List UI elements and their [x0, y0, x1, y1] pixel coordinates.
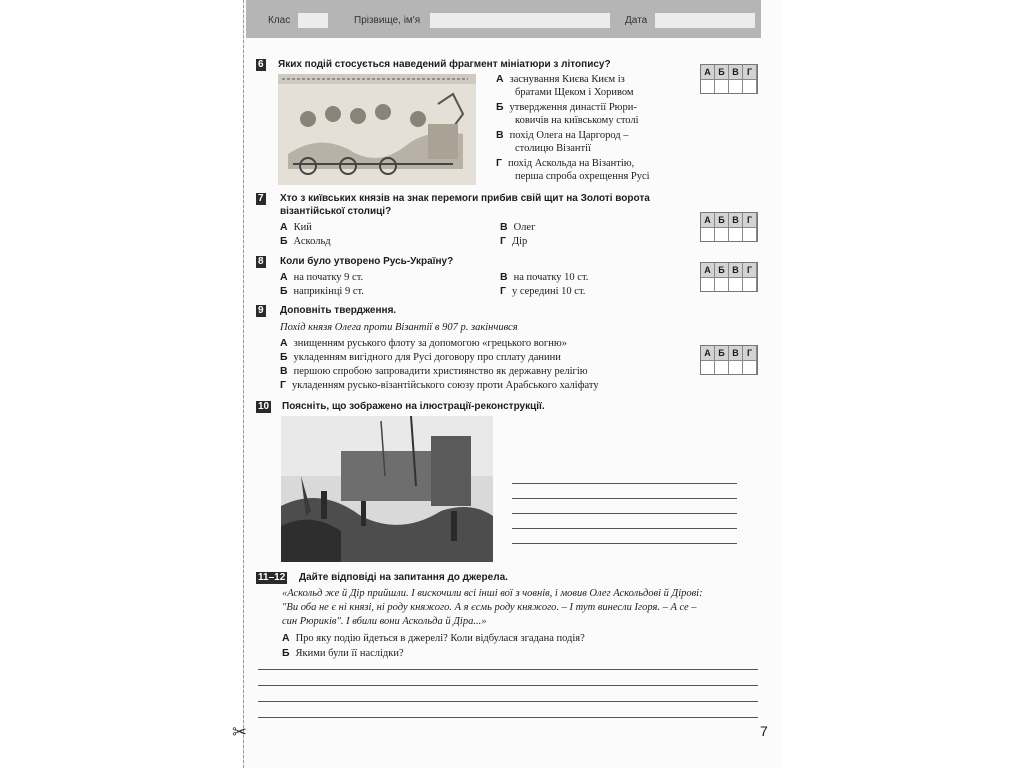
question-7-text: Хто з київських князів на знак перемоги прибив свій щит на Золоті ворота: [280, 193, 650, 204]
answer-line[interactable]: [258, 717, 758, 718]
answer-line[interactable]: [258, 669, 758, 670]
grid-letter: А: [701, 213, 715, 227]
answer-line[interactable]: [258, 685, 758, 686]
answer-line[interactable]: [512, 513, 737, 514]
grid-letter: Б: [715, 346, 729, 360]
grid-letter: А: [701, 263, 715, 277]
grid-cell[interactable]: [743, 227, 757, 241]
question-number: 9: [258, 305, 264, 316]
grid-cell[interactable]: [743, 277, 757, 291]
q8-option-g: Г у середині 10 ст.: [500, 285, 586, 297]
grid-cell[interactable]: [715, 277, 729, 291]
grid-letter: Г: [743, 65, 757, 79]
question-6-text: Яких подій стосується наведений фрагмент мініатюри з літопису?: [278, 59, 611, 70]
scissors-icon: ✂: [232, 722, 248, 743]
answer-grid-q7[interactable]: [700, 212, 758, 242]
grid-cell[interactable]: [743, 360, 757, 374]
grid-letter: В: [729, 213, 743, 227]
q8-option-b: Б наприкінці 9 ст.: [280, 285, 364, 297]
page-number: 7: [760, 723, 768, 739]
grid-letter: А: [701, 346, 715, 360]
answer-grid-q8[interactable]: [700, 262, 758, 292]
grid-cell[interactable]: [701, 79, 715, 93]
q9-option-b: Б укладенням вигідного для Русі договору про сплату данини: [280, 351, 561, 363]
cut-line: [243, 0, 244, 768]
grid-letter: Б: [715, 65, 729, 79]
q6-option-g-cont: перша спроба охрещення Русі: [515, 171, 650, 182]
question-11-text: Дайте відповіді на запитання до джерела.: [299, 572, 508, 583]
question-number: 6: [258, 59, 264, 70]
grid-letter: Г: [743, 263, 757, 277]
question-10-text: Поясніть, що зображено на ілюстрації-реконструкції.: [282, 401, 545, 412]
q6-option-a-cont: братами Щеком і Хоривом: [515, 87, 634, 98]
battle-reconstruction-illustration: [281, 416, 493, 562]
grid-letter: В: [729, 346, 743, 360]
question-number: 8: [258, 256, 264, 267]
q8-option-a: А на початку 9 ст.: [280, 271, 364, 283]
grid-cell[interactable]: [729, 277, 743, 291]
source-line: «Аскольд же й Дір прийшли. І вискочили всі інші вої з човнів, і мовив Олег Аскольдові й Дірові:: [282, 588, 703, 599]
answer-line[interactable]: [512, 483, 737, 484]
grid-cell[interactable]: [729, 360, 743, 374]
name-label: Прізвище, ім'я: [354, 15, 421, 26]
q7-option-g: Г Дір: [500, 235, 528, 247]
answer-grid-q9[interactable]: [700, 345, 758, 375]
q7-option-a: А Кий: [280, 221, 312, 233]
date-label: Дата: [625, 15, 648, 26]
answer-line[interactable]: [512, 528, 737, 529]
q11-question-b: Б Якими були її наслідки?: [282, 647, 404, 659]
q9-option-v: В першою спробою запровадити християнство як державну релігію: [280, 365, 588, 377]
miniature-illustration: [278, 74, 476, 185]
grid-cell[interactable]: [715, 227, 729, 241]
grid-letter: Г: [743, 346, 757, 360]
question-number: 7: [258, 193, 264, 204]
grid-cell[interactable]: [701, 360, 715, 374]
q9-option-g: Г укладенням русько-візантійського союзу проти Арабського халіфату: [280, 379, 599, 391]
question-7-text-cont: візантійської столиці?: [280, 206, 392, 217]
source-line: син Рюриків". І вбили вони Аскольда й Діра...»: [282, 616, 487, 627]
source-line: "Ви оба не є ні князі, ні роду княжого. А я єсмь роду княжого. – І тут винесли Ігоря. – А се –: [282, 602, 697, 613]
grid-cell[interactable]: [715, 360, 729, 374]
grid-letter: Б: [715, 263, 729, 277]
q7-option-b: Б Аскольд: [280, 235, 331, 247]
class-label: Клас: [268, 15, 291, 26]
date-field[interactable]: [655, 13, 755, 28]
q6-option-v: В похід Олега на Царгород –: [496, 129, 629, 141]
question-number: 10: [258, 401, 270, 412]
q6-option-g: Г похід Аскольда на Візантію,: [496, 157, 635, 169]
grid-letter: А: [701, 65, 715, 79]
answer-grid-q6[interactable]: [700, 64, 758, 94]
q6-option-b: Б утвердження династії Рюри-: [496, 101, 637, 113]
q6-option-a: А заснування Києва Києм із: [496, 73, 625, 85]
question-8-text: Коли було утворено Русь-Україну?: [280, 256, 454, 267]
grid-cell[interactable]: [743, 79, 757, 93]
grid-letter: В: [729, 263, 743, 277]
q9-option-a: А знищенням руського флоту за допомогою «грецького вогню»: [280, 337, 567, 349]
q7-option-v: В Олег: [500, 221, 536, 233]
grid-cell[interactable]: [729, 79, 743, 93]
answer-line[interactable]: [512, 498, 737, 499]
grid-letter: В: [729, 65, 743, 79]
grid-cell[interactable]: [729, 227, 743, 241]
q6-option-v-cont: столицю Візантії: [515, 143, 591, 154]
grid-letter: Г: [743, 213, 757, 227]
question-9-text: Доповніть твердження.: [280, 305, 397, 316]
q9-statement: Похід князя Олега проти Візантії в 907 р. закінчився: [280, 322, 518, 333]
grid-cell[interactable]: [715, 79, 729, 93]
q8-option-v: В на початку 10 ст.: [500, 271, 589, 283]
grid-letter: Б: [715, 213, 729, 227]
q11-question-a: А Про яку подію йдеться в джерелі? Коли відбулася згадана подія?: [282, 632, 585, 644]
grid-cell[interactable]: [701, 227, 715, 241]
q6-option-b-cont: ковичів на київському столі: [515, 115, 639, 126]
name-field[interactable]: [430, 13, 610, 28]
answer-line[interactable]: [258, 701, 758, 702]
answer-line[interactable]: [512, 543, 737, 544]
class-field[interactable]: [298, 13, 328, 28]
grid-cell[interactable]: [701, 277, 715, 291]
question-number: 11–12: [258, 572, 286, 583]
